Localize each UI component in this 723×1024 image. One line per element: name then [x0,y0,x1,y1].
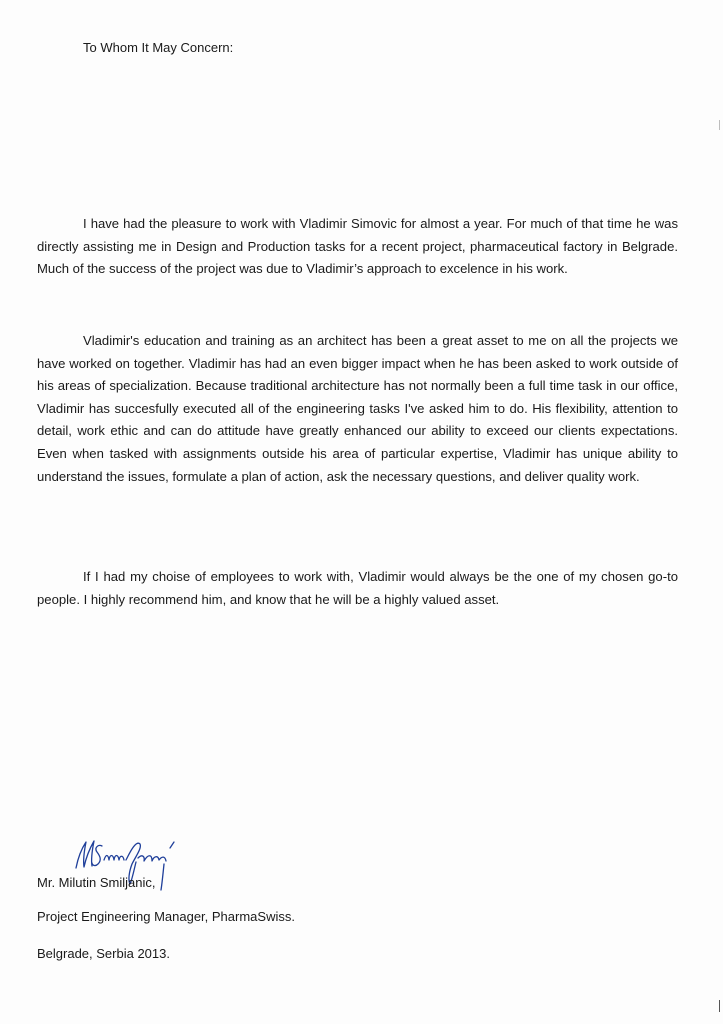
paragraph-1: I have had the pleasure to work with Vladimir Simovic for almost a year. For much of that time he was directly assisting me in Design and Production tasks for a recent project, pharmaceutical factory in Belgrade. Much of the success of the project was due to Vladimir’s approach to excelence in his work. [37,216,678,277]
scan-edge-mark [719,120,720,130]
salutation: To Whom It May Concern: [83,40,234,55]
paragraph-2: Vladimir's education and training as an architect has been a great asset to me on all the projects we have worked on together. Vladimir has had an even bigger impact when he has been asked to work outside of his areas of specialization. Because traditional architecture has not normally been a full time task in our office, Vladimir has succesfully executed all of the engineering tasks I've asked him to do. His flexibility, attention to detail, work ethic and can do attitude have greatly enhanced our ability to exceed our clients expectations. Even when tasked with assignments outside his area of particular expertise, Vladimir has unique ability to understand the issues, formulate a plan of action, ask the necessary questions, and deliver quality work. [37,333,678,484]
place-date: Belgrade, Serbia 2013. [37,946,170,961]
paragraph-3: If I had my choise of employees to work with, Vladimir would always be the one of my chosen go-to people. I highly recommend him, and know that he will be a highly valued asset. [37,569,678,607]
signer-title: Project Engineering Manager, PharmaSwiss. [37,909,295,924]
signer-name: Mr. Milutin Smiljanic, [37,875,156,890]
scan-edge-mark [719,1000,720,1012]
